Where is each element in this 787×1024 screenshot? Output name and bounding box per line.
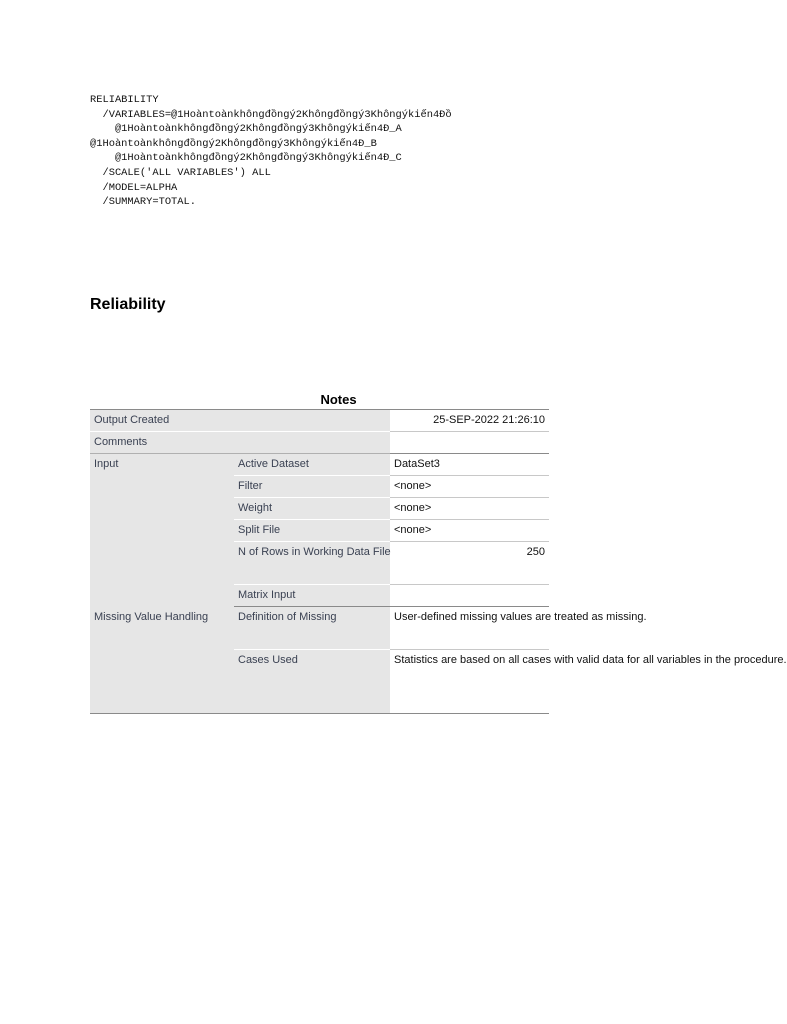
notes-title: Notes — [320, 392, 357, 407]
table-row — [90, 410, 549, 432]
active-dataset-value: DataSet3 — [390, 454, 549, 476]
sub-label-definition-of-missing: Definition of Missing — [234, 607, 390, 650]
syntax-line: /VARIABLES=@1Hoàntoànkhôngđồngý2Khôngđồngý3Khôngýkiến4Đồ — [90, 108, 452, 121]
sub-label-n-rows: N of Rows in Working Data File — [234, 542, 390, 585]
sub-label-weight: Weight — [234, 498, 390, 520]
syntax-line: @1Hoàntoànkhôngđồngý2Khôngđồngý3Khôngýkiến4Đ_B — [90, 137, 377, 150]
table-row — [90, 454, 549, 476]
syntax-line: @1Hoàntoànkhôngđồngý2Khôngđồngý3Khôngýkiến4Đ_A — [90, 123, 402, 136]
cases-used-value: Statistics are based on all cases with valid data for all variables in the procedure. — [390, 650, 549, 714]
row-label-output-created: Output Created — [90, 410, 390, 432]
syntax-line: /MODEL=ALPHA — [90, 181, 178, 194]
syntax-block — [90, 93, 452, 210]
comments-value — [390, 432, 549, 454]
syntax-line: /SUMMARY=TOTAL. — [90, 196, 197, 209]
row-label-missing-value-handling: Missing Value Handling — [90, 607, 234, 714]
notes-table-block — [90, 390, 787, 714]
syntax-line: /SCALE('ALL VARIABLES') ALL — [90, 166, 271, 179]
sub-label-matrix-input: Matrix Input — [234, 585, 390, 607]
sub-label-cases-used: Cases Used — [234, 650, 390, 714]
syntax-line: @1Hoàntoànkhôngđồngý2Khôngđồngý3Khôngýkiến4Đ_C — [90, 152, 402, 165]
sub-label-filter: Filter — [234, 476, 390, 498]
notes-table — [90, 409, 787, 714]
sub-label-active-dataset: Active Dataset — [234, 454, 390, 476]
section-heading: Reliability — [90, 296, 166, 313]
matrix-input-value — [390, 585, 549, 607]
sub-label-split-file: Split File — [234, 520, 390, 542]
n-rows-value: 250 — [390, 542, 549, 585]
weight-value: <none> — [390, 498, 549, 520]
output-created-value: 25-SEP-2022 21:26:10 — [390, 410, 549, 432]
filter-value: <none> — [390, 476, 549, 498]
definition-of-missing-value: User-defined missing values are treated as missing. — [390, 607, 549, 650]
table-row — [90, 607, 549, 650]
row-label-comments: Comments — [90, 432, 390, 454]
table-row — [90, 432, 549, 454]
syntax-line: RELIABILITY — [90, 94, 159, 106]
split-file-value: <none> — [390, 520, 549, 542]
row-label-input: Input — [90, 454, 234, 607]
